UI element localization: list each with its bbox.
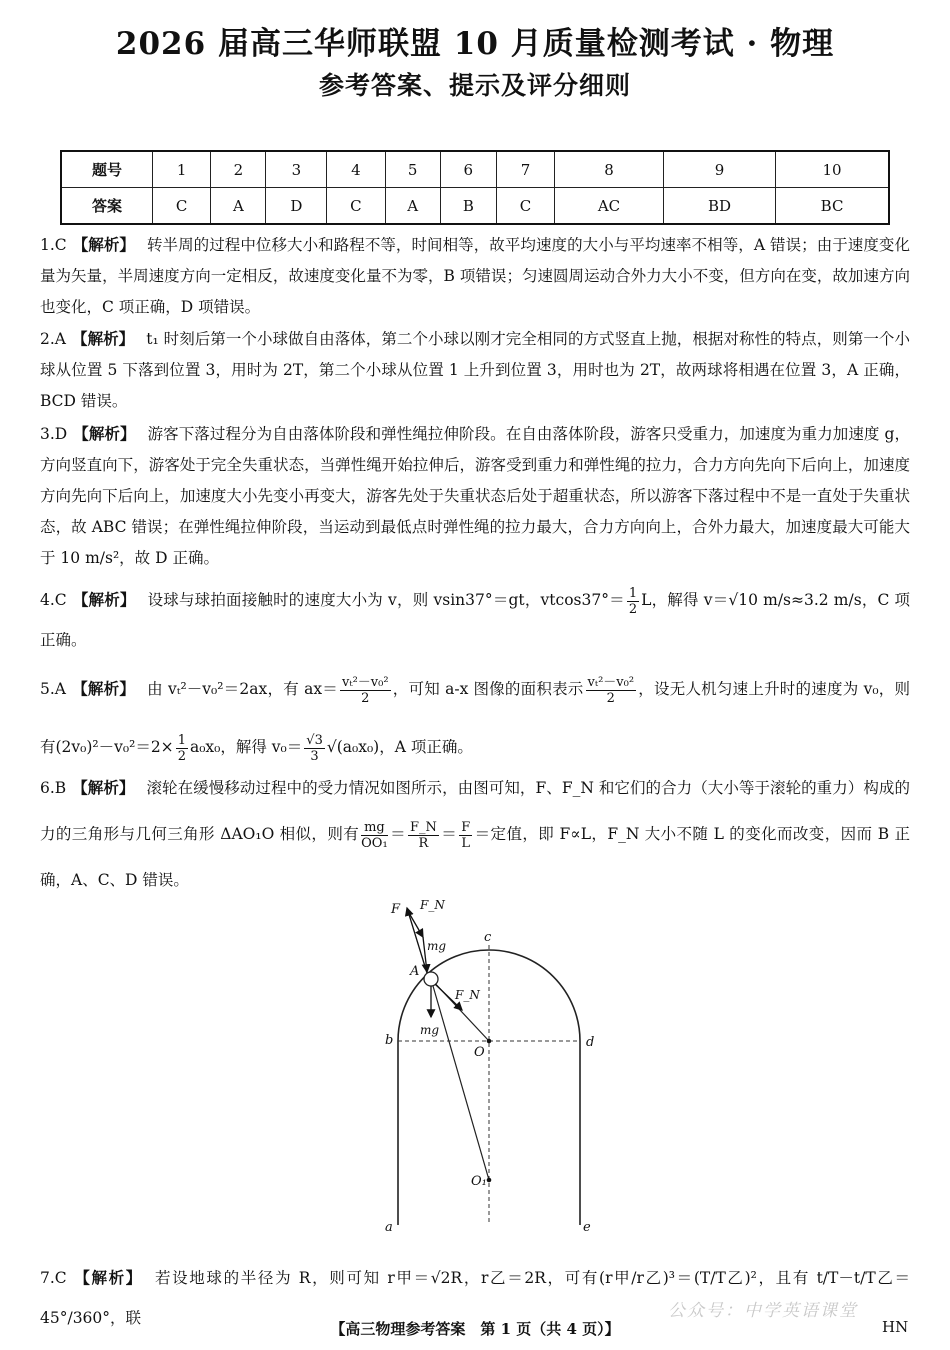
- table-cell: BC: [776, 188, 889, 225]
- table-cell: AC: [555, 188, 664, 225]
- table-cell: C: [153, 188, 211, 225]
- analysis-tag: 【解析】: [72, 590, 136, 609]
- numerator: vₜ²－v₀²: [342, 674, 389, 690]
- table-cell: B: [440, 188, 496, 225]
- table-cell: 9: [663, 151, 775, 188]
- item-text: ＝定值，即 F∝L，F_N 大小不随 L 的变化而改变，因而 B 正确，A、C、D 错误。: [40, 825, 910, 889]
- label-f: F: [391, 902, 401, 917]
- label-c: c: [484, 930, 492, 945]
- point-o1: [487, 1178, 492, 1183]
- item-number: 3.D: [40, 425, 68, 443]
- table-cell: C: [327, 188, 385, 225]
- item-text: t₁ 时刻后第一个小球做自由落体，第二个小球以刚才完全相同的方式竖直上抛，根据对称性的特点，则第一个小球从位置 5 下落到位置 3，用时为 2T，第二个小球从位置 1 上升到位置 3，用时也为 2T，故两球将相遇在位置 3，A 正确，BCD 错误。: [40, 330, 910, 410]
- label-fn-mid: F_N: [455, 988, 480, 1002]
- page-subtitle: 参考答案、提示及评分细则: [318, 71, 631, 100]
- table-cell: 1: [153, 151, 211, 188]
- solution-2: [40, 323, 910, 417]
- fraction: [408, 820, 439, 851]
- fraction: [361, 820, 388, 851]
- table-cell: D: [266, 188, 327, 225]
- numerator: F_N: [409, 819, 437, 835]
- table-cell: 10: [776, 151, 889, 188]
- solution-1: [40, 229, 910, 323]
- label-a-point: A: [410, 964, 420, 979]
- table-row: [61, 188, 889, 225]
- numerator: 1: [177, 732, 186, 748]
- page-title: 2026 届高三华师联盟 10 月质量检测考试 · 物理: [115, 26, 835, 62]
- numerator: √3: [306, 732, 323, 748]
- label-e: e: [583, 1220, 591, 1235]
- table-cell: A: [211, 188, 266, 225]
- fraction: [459, 820, 472, 851]
- label-o1: O₁: [471, 1174, 487, 1189]
- item-text: 滚轮在缓慢移动过程中的受力情况如图所示，由图可知，F、F_N 和它们的合力（大小等于滚轮的重力）构成的力的三角形与几何三角形 ΔAO₁O 相似，则有: [40, 779, 910, 843]
- item-text: 若设地球的半径为 R，则可知 r甲＝√2R，r乙＝2R，可有(r甲/r乙)³＝(T/T乙)²，且有 t/T－t/T乙＝45°/360°，联: [40, 1269, 910, 1327]
- solution-3: [40, 418, 910, 574]
- label-fn-top: F_N: [420, 898, 445, 912]
- force-diagram: [365, 893, 595, 1241]
- table-cell: 8: [555, 151, 664, 188]
- table-cell: 3: [266, 151, 327, 188]
- force-fn-arrow: [409, 913, 423, 937]
- table-cell: A: [385, 188, 440, 225]
- region-code: HN: [882, 1318, 909, 1336]
- numerator: 1: [628, 585, 638, 601]
- denominator: 2: [628, 601, 638, 617]
- analysis-tag: 【解析】: [72, 1268, 143, 1287]
- item-text: 由 vₜ²－v₀²＝2ax，有 ax＝: [147, 680, 339, 698]
- table-cell: C: [496, 188, 554, 225]
- label-a: a: [385, 1220, 393, 1235]
- solution-5: [40, 660, 910, 776]
- denominator: 2: [361, 690, 370, 706]
- table-row: [61, 151, 889, 188]
- item-number: 2.A: [40, 330, 66, 348]
- label-d: d: [586, 1035, 595, 1050]
- denominator: 3: [310, 748, 319, 764]
- item-number: 6.B: [40, 779, 67, 797]
- fraction: [340, 675, 391, 706]
- watermark: 公众号：中学英语课堂: [668, 1301, 858, 1321]
- label-mg-top: mg: [427, 939, 447, 953]
- denominator: OO₁: [361, 835, 388, 851]
- item-number: 1.C: [40, 236, 67, 254]
- numerator: mg: [361, 820, 388, 836]
- item-text: 游客下落过程分为自由落体阶段和弹性绳拉伸阶段。在自由落体阶段，游客只受重力，加速度为重力加速度 g，方向竖直向下，游客处于完全失重状态，当弹性绳开始拉伸后，游客受到重力和弹性绳的拉力，合力方向先向下后向上，加速度方向先向下后向上，加速度大小先变小再变大，游客先处于失重状态后处于超重状态，所以游客下落过程中不是一直处于失重状态，故 ABC 错误；在弹性绳拉伸阶段，当运动到最低点时弹性绳的拉力最大，合力方向向上，合外力最大，加速度最大可能大于 10 m/s²，故 D 正确。: [40, 425, 910, 567]
- item-number: 4.C: [40, 591, 67, 609]
- fraction: [627, 586, 639, 617]
- item-text: √(a₀x₀)，A 项正确。: [326, 738, 473, 756]
- analysis-tag: 【解析】: [71, 329, 135, 348]
- label-b: b: [385, 1033, 394, 1048]
- table-cell: 7: [496, 151, 554, 188]
- table-cell: 6: [440, 151, 496, 188]
- label-mg-mid: mg: [420, 1023, 440, 1037]
- analysis-tag: 【解析】: [73, 424, 136, 443]
- item-number: 7.C: [40, 1269, 67, 1287]
- page-footer: 【高三物理参考答案 第 1 页（共 4 页）】: [330, 1320, 620, 1338]
- roller-circle: [424, 972, 438, 986]
- label-o: O: [474, 1045, 485, 1060]
- table-cell: BD: [663, 188, 775, 225]
- numerator: vₜ²－v₀²: [587, 674, 635, 690]
- solution-6: 6.B 【解析】 滚轮在缓慢移动过程中的受力情况如图所示，由图可知，F、F_N 和它们的合力（大小等于滚轮的重力）构成的力的三角形与几何三角形 ΔAO₁O 相似，则有 $\frac{mg}{\text{OO₁}}$ ＝ $\frac{F\_N}{R}$ ＝ $\frac{F}{L}$ ＝定值，即 F∝L，F_N 大小不随 L 的变化而改变，因而 B 正确，A、C、D 错误。: [40, 778, 910, 889]
- fraction: [586, 675, 637, 706]
- item-text: ，可知 a-x 图像的面积表示: [392, 680, 584, 698]
- center-point-o: [487, 1039, 492, 1044]
- item-text: 转半周的过程中位移大小和路程不等，时间相等，故平均速度的大小与平均速率不相等，A 错误；由于速度变化量为矢量，半周速度方向一定相反，故速度变化量不为零，B 项错误；匀速圆周运动合外力大小不变，但方向在变，故加速方向也变化，C 项正确，D 项错误。: [40, 236, 910, 316]
- denominator: L: [461, 835, 471, 851]
- row-label: 答案: [61, 188, 153, 225]
- item-text: ，设无人机匀速上升时的速度为 v₀，则有(2v₀)²－v₀²＝2×: [40, 680, 910, 756]
- fraction: [304, 733, 325, 764]
- analysis-tag: 【解析】: [71, 679, 136, 698]
- solution-4: [40, 580, 910, 660]
- denominator: 2: [177, 748, 186, 764]
- item-text: a₀x₀，解得 v₀＝: [189, 738, 303, 756]
- item-text: L，解得 v＝√10 m/s≈3.2 m/s，C 项正确。: [40, 591, 910, 649]
- denominator: 2: [606, 690, 615, 706]
- denominator: R: [418, 835, 429, 851]
- table-cell: 4: [327, 151, 385, 188]
- table-cell: 5: [385, 151, 440, 188]
- analysis-tag: 【解析】: [72, 235, 135, 254]
- fraction: [176, 733, 188, 764]
- analysis-tag: 【解析】: [72, 778, 135, 797]
- answer-table: [60, 150, 890, 225]
- numerator: F: [461, 819, 471, 835]
- item-text: 设球与球拍面接触时的速度大小为 v，则 vsin37°＝gt，vtcos37°＝: [147, 591, 625, 609]
- table-cell: 2: [211, 151, 266, 188]
- row-label: 题号: [61, 151, 153, 188]
- item-number: 5.A: [40, 680, 66, 698]
